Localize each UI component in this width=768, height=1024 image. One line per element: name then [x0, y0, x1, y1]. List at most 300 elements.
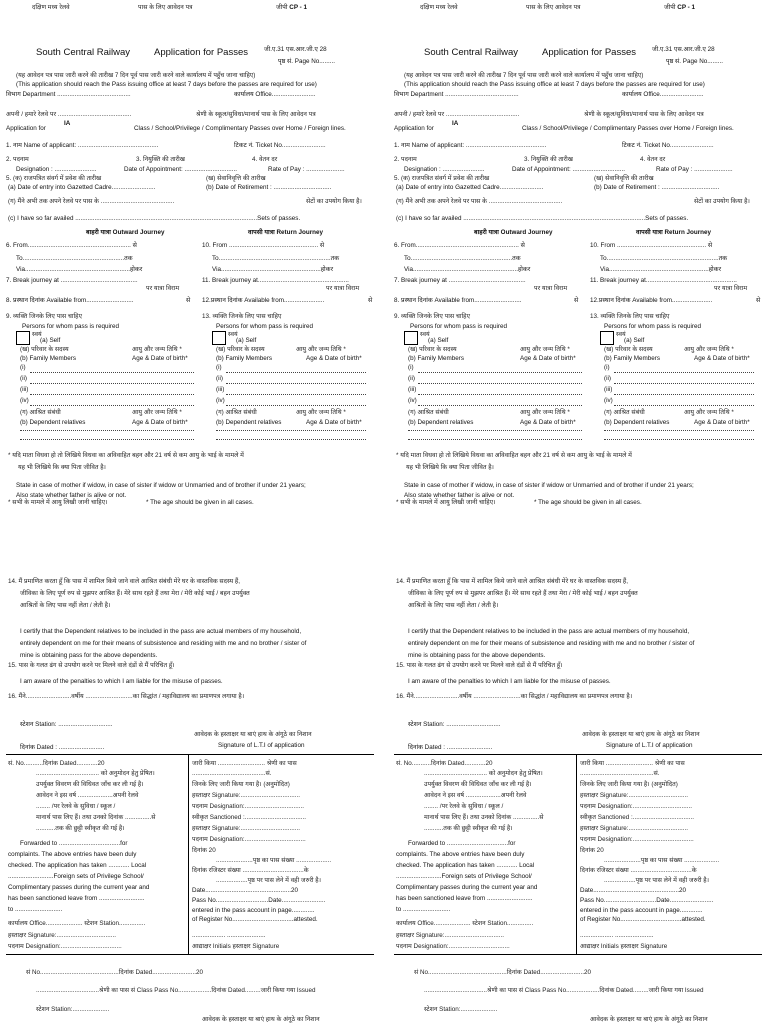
office-box-bottom: [6, 954, 374, 955]
ia-mark: IA: [452, 120, 459, 127]
class-hi: श्रेणी के स्कूल/सुविधा/मानार्थ पास के लिए आवेदन पत्र: [196, 111, 316, 118]
office-forwarded-to: Forwarded to ...................................for: [20, 840, 128, 847]
hi-railway: दक्षिण मध्य रेलवे: [420, 4, 458, 11]
dependent-hi-2: (ग) आश्रित संबंधी: [216, 409, 257, 416]
rate-hi: 4. वेतन दर: [640, 156, 666, 163]
from-hi-2: से: [756, 297, 761, 304]
field-return-break: 11. Break journey at....................................................: [202, 277, 349, 284]
office-box-divider: [576, 754, 577, 954]
penalty-hi: 15. पास के गलत ढंग से उपयोग करने पर मिलने वाले दंडों से मैं परिचित हूँ।: [8, 662, 175, 669]
family-label: (b) Family Members: [408, 355, 464, 362]
office-forwarded-to: Forwarded to ...................................for: [408, 840, 516, 847]
dotted-line: [226, 372, 366, 373]
age-note: * The age should be given in all cases.: [146, 499, 254, 506]
office-passes-hi: ........ /पर रेलवे के सुविधा / स्कूल /: [36, 803, 116, 810]
certify-hi-3: आश्रितों के लिए पास नहीं लेता / लेती है।: [20, 602, 111, 609]
penalty-en: I am aware of the penalties to which I am liable for the misuse of passes.: [408, 678, 611, 685]
issue-designation: पदनाम Designation:..................................: [192, 803, 305, 810]
from-hi: से: [186, 297, 191, 304]
office-designation: पदनाम Designation:...................................: [396, 943, 510, 950]
availed-hi-2: सेटों का उपयोग किया है।: [694, 198, 750, 205]
doa-hi: 3. नियुक्ति की तारीख: [136, 156, 185, 163]
app-title: Application for Passes: [542, 47, 636, 58]
family-row: (iii): [20, 386, 29, 393]
counterfoil-no: सं No.............................................दिनांक Dated.........................20: [26, 969, 204, 976]
persons-hi-2: 13. व्यक्ति जिनके लिए पास चाहिए: [590, 313, 670, 320]
counterfoil-class: ....................................श्रेणी का पास सं Class Pass No...................दिनांक Dated.........जारी किया गया Issued: [424, 987, 704, 994]
note-hi-2: यह भी लिखिये कि क्या पिता जीवित है।: [406, 464, 494, 471]
note-en: State in case of mother if widow, in case of sister if widow or Unmarried and of brother if under 21 years;: [404, 482, 694, 489]
issue-sanctioned: स्वीकृत Sanctioned :...................................: [192, 814, 306, 821]
railway-name: South Central Railway: [424, 47, 518, 58]
dotted-line: [30, 383, 194, 384]
dep-age-label-2: Age & Date of birth*: [306, 419, 362, 426]
field-date-of-appointment: Date of Appointment: ..............................: [512, 166, 626, 173]
persons-label: Persons for whom pass is required: [22, 323, 119, 330]
retirement-hi: (ख) सेवानिवृत्ति की तारीख: [206, 175, 266, 182]
self-checkbox[interactable]: [404, 331, 418, 345]
certify-en-2: entirely dependent on me for their means of subsistence and residing with me and no brother / sister of: [408, 640, 695, 647]
office-signature: हस्ताक्षर Signature:..................................: [396, 932, 505, 939]
return-heading: वापसी यात्रा Return Journey: [636, 229, 712, 236]
self-hi-2: स्वयं: [616, 331, 626, 338]
field-gazetted-entry: (a) Date of entry into Gazetted Cadre.........................: [396, 184, 544, 191]
office-leave-from: has been sanctioned leave from ..........................: [396, 895, 533, 902]
family-hi-2: (ख) परिवार के सदस्य: [216, 346, 265, 353]
family-row: (iv): [20, 397, 29, 404]
field-retirement: (b) Date of Retirement : .................................: [594, 184, 720, 191]
family-row: (ii): [604, 375, 611, 382]
issue-register-hi: दिनांक रजिस्टर संख्या ...................................के: [192, 867, 309, 874]
office-checked-hi: उपर्युक्त विवरण की विधिवत जाँच कर ली गई है।: [424, 781, 532, 788]
office-complaints: complaints. The above entries have been duly: [8, 851, 137, 858]
age-label: Age & Date of birth*: [520, 355, 576, 362]
age-hi-2: आयु और जन्म तिथि *: [684, 346, 734, 353]
office-applicant-hi: आवेदन ने इस वर्ष ....................अपनी रेलवे: [36, 792, 139, 799]
field-dated: दिनांक Dated : ..........................: [408, 744, 493, 751]
office-current-year: Complimentary passes during the current year and: [396, 884, 538, 891]
return-heading: वापसी यात्रा Return Journey: [248, 229, 324, 236]
office-leave-to: to ...........................: [396, 906, 451, 913]
field-rate-of-pay: Rate of Pay : ......................: [656, 166, 733, 173]
family-row: (iv): [408, 397, 417, 404]
retirement-hi: (ख) सेवानिवृत्ति की तारीख: [594, 175, 654, 182]
office-box-top: [6, 754, 374, 755]
issue-sanctioned: स्वीकृत Sanctioned :...................................: [580, 814, 694, 821]
dotted-line: [30, 405, 194, 406]
notice-hi: (यह आवेदन पत्र पास जारी करने की तारीख 7 दिन पूर्व पास जारी करने वाले कार्यालय में पहुँच जाना चाहिए): [16, 72, 256, 79]
field-applicant-name: 1. नाम Name of applicant: ..............................................: [6, 142, 159, 149]
issue-signature: हस्ताक्षर Signature:..................................: [580, 792, 689, 799]
field-retirement: (b) Date of Retirement : .................................: [206, 184, 332, 191]
issue-designation: पदनाम Designation:..................................: [580, 803, 693, 810]
office-leave-hi: मानार्थ पास लिए हैं। तथा उनको दिनांक ...............से: [36, 814, 156, 821]
counterfoil-station: स्टेशन Station:.....................: [424, 1006, 498, 1013]
certify-en: I certify that the Dependent relatives to be included in the pass are actual members of my household,: [20, 628, 302, 635]
dependent-label-2: (b) Dependent relatives: [216, 419, 282, 426]
ia-mark: IA: [64, 120, 71, 127]
dep-age-hi: आयु और जन्म तिथि *: [520, 409, 570, 416]
self-hi-2: स्वयं: [228, 331, 238, 338]
dotted-line: [408, 439, 582, 440]
form-number: जीपी CP - 1: [664, 4, 695, 11]
office-forward-hi: .................................... को अनुमोदन हेतु प्रेषित।: [424, 770, 543, 777]
age-hi: आयु और जन्म तिथि *: [132, 346, 182, 353]
availed-hi: (ग) मैंने अभी तक अपने रेलवे पर पास के ..........................................: [8, 198, 175, 205]
field-outward-from: 6. From........................................................... से: [394, 242, 525, 249]
break-hi-2: पर यात्रा विराम: [714, 285, 748, 292]
rate-hi: 4. वेतन दर: [252, 156, 278, 163]
notice: (This application should reach the Pass issuing office at least 7 days before the passes are required for use): [404, 81, 705, 88]
self-hi: स्वयं: [420, 331, 430, 338]
issue-date-hi: दिनांक 20: [580, 847, 604, 854]
office-sanction-hi: ...........तक की छुट्टी स्वीकृत की गई है।: [424, 825, 513, 832]
office-box-top: [394, 754, 762, 755]
office-sanction-hi: ...........तक की छुट्टी स्वीकृत की गई है।: [36, 825, 125, 832]
signature-label: Signature of L.T.I of application: [218, 742, 305, 749]
gazetted-hi: 5. (क) राजपत्रित संवर्ग में प्रवेश की तारीख: [6, 175, 102, 182]
field-return-from: 10. From ................................................... से: [202, 242, 325, 249]
self-checkbox-2[interactable]: [212, 331, 226, 345]
self-checkbox-2[interactable]: [600, 331, 614, 345]
certify-hi-3: आश्रितों के लिए पास नहीं लेता / लेती है।: [408, 602, 499, 609]
persons-hi: 9. व्यक्ति जिनके लिए पास चाहिए: [6, 313, 82, 320]
counterfoil-no: सं No.............................................दिनांक Dated.........................20: [414, 969, 592, 976]
issue-pass-no: Pass No..............................Date.........................: [580, 897, 714, 904]
from-hi: से: [574, 297, 579, 304]
field-return-to: To................................................................तक: [600, 255, 728, 262]
field-return-available: 12.प्रस्थान दिनांक Available from.......................: [590, 297, 713, 304]
issue-initials-line: ................... ......................: [192, 932, 266, 939]
persons-hi-2: 13. व्यक्ति जिनके लिए पास चाहिए: [202, 313, 282, 320]
dotted-line: [418, 372, 582, 373]
issue-no-hi: ..........................................सं.: [192, 770, 272, 777]
hi-app-title: पास के लिए आवेदन पत्र: [138, 4, 193, 11]
issue-date: Date.................................................20: [192, 887, 299, 894]
field-outward-available: 8. प्रस्थान दिनांक Available from...........................: [394, 297, 522, 304]
notice: (This application should reach the Pass issuing office at least 7 days before the passes are required for use): [16, 81, 317, 88]
age-note-hi: * सभी के मामले में आयु लिखी जानी चाहिए।: [396, 499, 496, 506]
note-hi: * यदि माता विधवा हो तो लिखिये विधवा का अविवाहित बहन और 21 वर्ष से कम आयु के भाई के मामले में: [396, 452, 632, 459]
family-row: (iii): [216, 386, 225, 393]
issue-designation-2: पदनाम Designation:...................................: [192, 836, 306, 843]
form-codes: जी.ए.31 एस.आर.जी.ए 28: [652, 46, 715, 53]
dependent-hi-2: (ग) आश्रित संबंधी: [604, 409, 645, 416]
family-row: (iv): [216, 397, 225, 404]
signature-hi: आवेदक के हस्ताक्षर या बाएं हाथ के अंगूठे का निशान: [582, 731, 700, 738]
counterfoil-signature: आवेदक के हस्ताक्षर या बाएं हाथ के अंगूठे का निशान: [202, 1016, 320, 1023]
class-line: Class / School/Privilege / Complimentary Passes over Home / Foreign lines.: [134, 125, 346, 132]
dotted-line: [418, 383, 582, 384]
break-hi: पर यात्रा विराम: [534, 285, 568, 292]
dep-age-hi-2: आयु और जन्म तिथि *: [684, 409, 734, 416]
issue-entered: entered in the pass account in page.............: [192, 907, 315, 914]
office-box-divider: [188, 754, 189, 954]
issue-page-hi: ..................पृष्ठ पर पास लेने में वही जरुरी है।: [604, 877, 710, 884]
self-label: (a) Self: [428, 337, 449, 344]
app-for: Application for: [6, 125, 46, 132]
field-return-from: 10. From ................................................... से: [590, 242, 713, 249]
field-station: स्टेशन Station: ...............................: [408, 721, 501, 728]
designation-hi: 2. पदनाम: [394, 156, 417, 163]
issue-pass-no-hi: .....................पृष्ठ का पास संख्या ....................: [216, 857, 332, 864]
dep-age-label: Age & Date of birth*: [520, 419, 576, 426]
office-applicant-hi: आवेदन ने इस वर्ष ....................अपनी रेलवे: [424, 792, 527, 799]
dep-age-label-2: Age & Date of birth*: [694, 419, 750, 426]
counterfoil-class: ....................................श्रेणी का पास सं Class Pass No...................दिनांक Dated.........जारी किया गया Issued: [36, 987, 316, 994]
outward-heading: बाहरी यात्रा Outward Journey: [474, 229, 553, 236]
field-ticket-no: टिकट नं. Ticket No.........................: [622, 142, 714, 149]
department: विभाग Department ..........................................: [394, 91, 519, 98]
dotted-line: [20, 430, 194, 431]
office-designation: पदनाम Designation:...................................: [8, 943, 122, 950]
self-label-2: (a) Self: [624, 337, 645, 344]
issue-approved-hi: जिनके लिए जारी किया गया है। (अनुमोदित): [192, 781, 290, 788]
railway-name: South Central Railway: [36, 47, 130, 58]
issue-register-no: of Register No...................................attested.: [580, 916, 706, 923]
family-row: (ii): [216, 375, 223, 382]
persons-label-2: Persons for whom pass is required: [216, 323, 313, 330]
dependent-label: (b) Dependent relatives: [20, 419, 86, 426]
doa-hi: 3. नियुक्ति की तारीख: [524, 156, 573, 163]
issue-class-hi: जारी किया ........................... श्रेणी का पास: [580, 760, 685, 767]
family-label-2: (b) Family Members: [604, 355, 660, 362]
office-leave-hi: मानार्थ पास लिए हैं। तथा उनको दिनांक ...............से: [424, 814, 544, 821]
issue-initials: आद्याक्षर Initials हस्ताक्षर Signature: [580, 943, 668, 950]
office-foreign-sets: ..........................Foreign sets of Privilege School/: [396, 873, 532, 880]
issue-signature: हस्ताक्षर Signature:..................................: [192, 792, 301, 799]
self-checkbox[interactable]: [16, 331, 30, 345]
age-note-hi: * सभी के मामले में आयु लिखी जानी चाहिए।: [8, 499, 108, 506]
office-box-bottom: [394, 954, 762, 955]
field-outward-via: Via............................................................होकर: [16, 266, 143, 273]
class-line: Class / School/Privilege / Complimentary Passes over Home / Foreign lines.: [522, 125, 734, 132]
issue-pass-no: Pass No..............................Date.........................: [192, 897, 326, 904]
from-hi-2: से: [368, 297, 373, 304]
issue-register-hi: दिनांक रजिस्टर संख्या ...................................के: [580, 867, 697, 874]
gazetted-hi: 5. (क) राजपत्रित संवर्ग में प्रवेश की तारीख: [394, 175, 490, 182]
field-dated: दिनांक Dated : ..........................: [20, 744, 105, 751]
penalty-en: I am aware of the penalties to which I am liable for the misuse of passes.: [20, 678, 223, 685]
office-checked: checked. The application has taken ............ Local: [396, 862, 535, 869]
outward-heading: बाहरी यात्रा Outward Journey: [86, 229, 165, 236]
apply-hi: अपनी / हमारे रेलवे पर ..........................................: [6, 111, 132, 118]
dotted-line: [30, 394, 194, 395]
field-rate-of-pay: Rate of Pay : ......................: [268, 166, 345, 173]
dotted-line: [216, 439, 366, 440]
issue-page-hi: ..................पृष्ठ पर पास लेने में वही जरुरी है।: [216, 877, 322, 884]
field-outward-from: 6. From........................................................... से: [6, 242, 137, 249]
break-hi-2: पर यात्रा विराम: [326, 285, 360, 292]
office-current-year: Complimentary passes during the current year and: [8, 884, 150, 891]
field-applicant-name: 1. नाम Name of applicant: ..............................................: [394, 142, 547, 149]
field-return-available: 12.प्रस्थान दिनांक Available from.......................: [202, 297, 325, 304]
department: विभाग Department ..........................................: [6, 91, 131, 98]
dotted-line: [614, 405, 754, 406]
age-hi: आयु और जन्म तिथि *: [520, 346, 570, 353]
page-no: पृष्ठ सं. Page No.........: [666, 58, 724, 65]
issue-no-hi: ..........................................सं.: [580, 770, 660, 777]
field-return-via: Via.........................................................होकर: [600, 266, 722, 273]
field-outward-to: To..........................................................तक: [404, 255, 521, 262]
dep-age-hi-2: आयु और जन्म तिथि *: [296, 409, 346, 416]
dotted-line: [614, 372, 754, 373]
hi-app-title: पास के लिए आवेदन पत्र: [526, 4, 581, 11]
note-en-2: Also state whether father is alive or not.: [404, 492, 515, 499]
office: कार्यालय Office.........................: [622, 91, 704, 98]
self-label-2: (a) Self: [236, 337, 257, 344]
office-forward-hi: .................................... को अनुमोदन हेतु प्रेषित।: [36, 770, 155, 777]
field-return-to: To................................................................तक: [212, 255, 340, 262]
dotted-line: [418, 405, 582, 406]
notice-hi: (यह आवेदन पत्र पास जारी करने की तारीख 7 दिन पूर्व पास जारी करने वाले कार्यालय में पहुँच जाना चाहिए): [404, 72, 644, 79]
office-signature: हस्ताक्षर Signature:..................................: [8, 932, 117, 939]
age-label-2: Age & Date of birth*: [306, 355, 362, 362]
availed-hi: (ग) मैंने अभी तक अपने रेलवे पर पास के ..........................................: [396, 198, 563, 205]
office-leave-from: has been sanctioned leave from ..........................: [8, 895, 145, 902]
break-hi: पर यात्रा विराम: [146, 285, 180, 292]
office-leave-to: to ...........................: [8, 906, 63, 913]
field-outward-break: 7. Break journey at ............................................: [6, 277, 138, 284]
class-hi: श्रेणी के स्कूल/सुविधा/मानार्थ पास के लिए आवेदन पत्र: [584, 111, 704, 118]
office-no: सं. No...........दिनांक Dated............20: [396, 760, 493, 767]
field-designation: Designation : ........................: [16, 166, 97, 173]
self-label: (a) Self: [40, 337, 61, 344]
family-row: (i): [216, 364, 222, 371]
family-row: (ii): [20, 375, 27, 382]
certify-hi: 14. मैं प्रमाणित करता हूँ कि पास में शामिल किये जाने वाले आश्रित संबंधी मेरे घर के वास्तविक सदस्य हैं,: [396, 578, 628, 585]
dependent-hi: (ग) आश्रित संबंधी: [408, 409, 449, 416]
field-outward-via: Via............................................................होकर: [404, 266, 531, 273]
penalty-hi: 15. पास के गलत ढंग से उपयोग करने पर मिलने वाले दंडों से मैं परिचित हूँ।: [396, 662, 563, 669]
family-row: (i): [408, 364, 414, 371]
issue-register-no: of Register No...................................attested.: [192, 916, 318, 923]
issue-initials-line: ................... ......................: [580, 932, 654, 939]
field-sets-availed: (c) I have so far availed ........................................................................................................Sets of passes.: [8, 215, 301, 222]
dotted-line: [216, 430, 366, 431]
family-row: (iii): [604, 386, 613, 393]
field-ticket-no: टिकट नं. Ticket No.........................: [234, 142, 326, 149]
age-label: Age & Date of birth*: [132, 355, 188, 362]
counterfoil-station: स्टेशन Station:.....................: [36, 1006, 110, 1013]
apply-hi: अपनी / हमारे रेलवे पर ..........................................: [394, 111, 520, 118]
dotted-line: [226, 405, 366, 406]
dependent-hi: (ग) आश्रित संबंधी: [20, 409, 61, 416]
issue-initials: आद्याक्षर Initials हस्ताक्षर Signature: [192, 943, 280, 950]
hi-railway: दक्षिण मध्य रेलवे: [32, 4, 70, 11]
dependent-label: (b) Dependent relatives: [408, 419, 474, 426]
family-row: (iv): [604, 397, 613, 404]
field-station: स्टेशन Station: ...............................: [20, 721, 113, 728]
app-title: Application for Passes: [154, 47, 248, 58]
age-hi-2: आयु और जन्म तिथि *: [296, 346, 346, 353]
field-outward-available: 8. प्रस्थान दिनांक Available from...........................: [6, 297, 134, 304]
field-return-via: Via.........................................................होकर: [212, 266, 334, 273]
certify-en-3: mine is obtaining pass for the above dependents.: [20, 652, 158, 659]
certify-hi-2: जीविका के लिए पूर्ण रुप से मुझपर आश्रित हैं। मेरे साथ रहते हैं तथा मेरा / मेरी कोई भाई / बहन उपर्युक्त: [408, 590, 638, 597]
family-row: (iii): [408, 386, 417, 393]
office-office-station: कार्यालय Office..................... स्टेशन Station...............: [8, 920, 146, 927]
field-sets-availed: (c) I have so far availed ........................................................................................................Sets of passes.: [396, 215, 689, 222]
certify-en: I certify that the Dependent relatives to be included in the pass are actual members of my household,: [408, 628, 690, 635]
dep-age-label: Age & Date of birth*: [132, 419, 188, 426]
family-label-2: (b) Family Members: [216, 355, 272, 362]
family-label: (b) Family Members: [20, 355, 76, 362]
persons-label: Persons for whom pass is required: [410, 323, 507, 330]
form-copy-left: [6, 0, 376, 1024]
office-no: सं. No...........दिनांक Dated............20: [8, 760, 105, 767]
office-complaints: complaints. The above entries have been duly: [396, 851, 525, 858]
field-outward-break: 7. Break journey at ............................................: [394, 277, 526, 284]
office-foreign-sets: ..........................Foreign sets of Privilege School/: [8, 873, 144, 880]
dotted-line: [30, 372, 194, 373]
field-gazetted-entry: (a) Date of entry into Gazetted Cadre.........................: [8, 184, 156, 191]
issue-approved-hi: जिनके लिए जारी किया गया है। (अनुमोदित): [580, 781, 678, 788]
office-checked: checked. The application has taken ............ Local: [8, 862, 147, 869]
field-outward-to: To..........................................................तक: [16, 255, 133, 262]
dotted-line: [418, 394, 582, 395]
issue-signature-2: हस्ताक्षर Signature:..................................: [580, 825, 689, 832]
certificate-hi: 16. मैंने..........................वर्षीय ...........................का सिद्धांत / महाविद्यालय का प्रमाणपत्र लगाया है।: [396, 693, 633, 700]
self-hi: स्वयं: [32, 331, 42, 338]
issue-signature-2: हस्ताक्षर Signature:..................................: [192, 825, 301, 832]
note-hi: * यदि माता विधवा हो तो लिखिये विधवा का अविवाहित बहन और 21 वर्ष से कम आयु के भाई के मामले में: [8, 452, 244, 459]
family-hi-2: (ख) परिवार के सदस्य: [604, 346, 653, 353]
dotted-line: [408, 430, 582, 431]
form-codes: जी.ए.31 एस.आर.जी.ए 28: [264, 46, 327, 53]
dep-age-hi: आयु और जन्म तिथि *: [132, 409, 182, 416]
designation-hi: 2. पदनाम: [6, 156, 29, 163]
note-en-2: Also state whether father is alive or not.: [16, 492, 127, 499]
issue-pass-no-hi: .....................पृष्ठ का पास संख्या ....................: [604, 857, 720, 864]
issue-entered: entered in the pass account in page.............: [580, 907, 703, 914]
form-number: जीपी CP - 1: [276, 4, 307, 11]
dotted-line: [604, 439, 754, 440]
signature-hi: आवेदक के हस्ताक्षर या बाएं हाथ के अंगूठे का निशान: [194, 731, 312, 738]
office: कार्यालय Office.........................: [234, 91, 316, 98]
dotted-line: [614, 383, 754, 384]
family-row: (ii): [408, 375, 415, 382]
dotted-line: [614, 394, 754, 395]
persons-label-2: Persons for whom pass is required: [604, 323, 701, 330]
family-row: (i): [604, 364, 610, 371]
dotted-line: [226, 383, 366, 384]
persons-hi: 9. व्यक्ति जिनके लिए पास चाहिए: [394, 313, 470, 320]
signature-label: Signature of L.T.I of application: [606, 742, 693, 749]
issue-date-hi: दिनांक 20: [192, 847, 216, 854]
field-date-of-appointment: Date of Appointment: ..............................: [124, 166, 238, 173]
certify-hi-2: जीविका के लिए पूर्ण रुप से मुझपर आश्रित हैं। मेरे साथ रहते हैं तथा मेरा / मेरी कोई भाई / बहन उपर्युक्त: [20, 590, 250, 597]
app-for: Application for: [394, 125, 434, 132]
age-note: * The age should be given in all cases.: [534, 499, 642, 506]
certify-en-2: entirely dependent on me for their means of subsistence and residing with me and no brother / sister of: [20, 640, 307, 647]
counterfoil-signature: आवेदक के हस्ताक्षर या बाएं हाथ के अंगूठे का निशान: [590, 1016, 708, 1023]
note-hi-2: यह भी लिखिये कि क्या पिता जीवित है।: [18, 464, 106, 471]
dotted-line: [604, 430, 754, 431]
dependent-label-2: (b) Dependent relatives: [604, 419, 670, 426]
issue-date: Date.................................................20: [580, 887, 687, 894]
note-en: State in case of mother if widow, in case of sister if widow or Unmarried and of brother if under 21 years;: [16, 482, 306, 489]
field-designation: Designation : ........................: [404, 166, 485, 173]
office-checked-hi: उपर्युक्त विवरण की विधिवत जाँच कर ली गई है।: [36, 781, 144, 788]
form-copy-right: [394, 0, 764, 1024]
certify-en-3: mine is obtaining pass for the above dependents.: [408, 652, 546, 659]
office-passes-hi: ........ /पर रेलवे के सुविधा / स्कूल /: [424, 803, 504, 810]
page-no: पृष्ठ सं. Page No.........: [278, 58, 336, 65]
issue-designation-2: पदनाम Designation:...................................: [580, 836, 694, 843]
family-row: (i): [20, 364, 26, 371]
office-office-station: कार्यालय Office..................... स्टेशन Station...............: [396, 920, 534, 927]
